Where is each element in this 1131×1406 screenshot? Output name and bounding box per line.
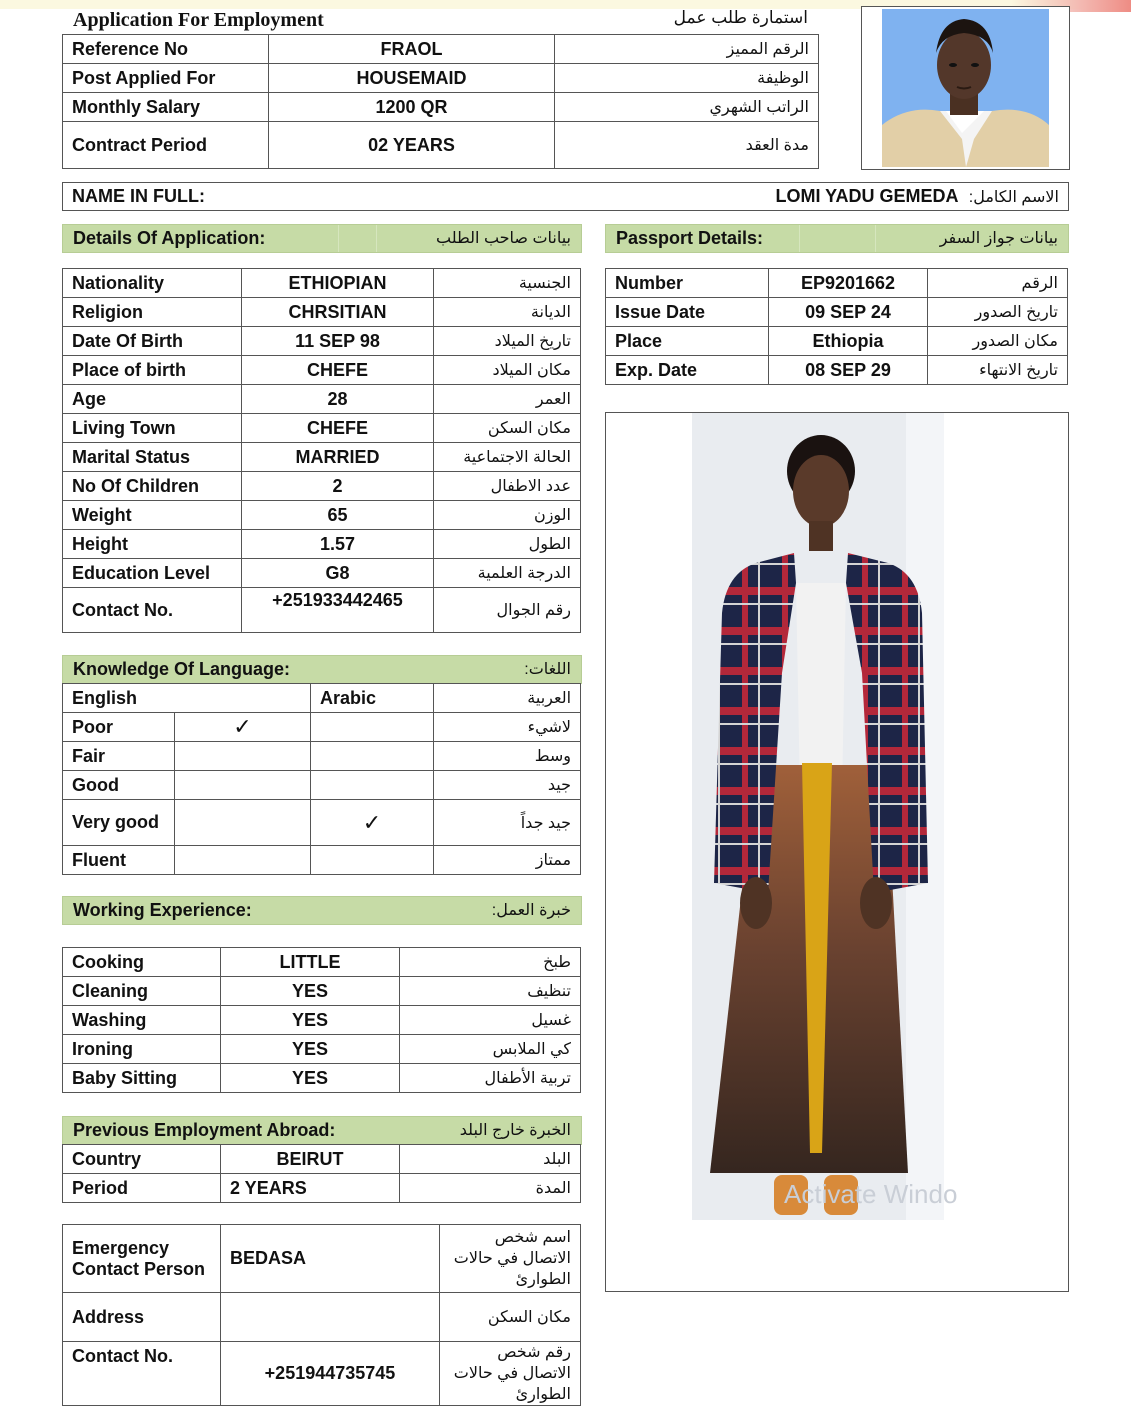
- passport-heading: Passport Details:: [616, 228, 764, 248]
- emergency-value: +251944735745: [221, 1342, 440, 1406]
- summary-value: 1200 QR: [269, 93, 555, 122]
- skill-value: YES: [221, 1064, 400, 1093]
- band-divider: [338, 225, 339, 252]
- field-label: Place of birth: [63, 356, 242, 385]
- field-label: Date Of Birth: [63, 327, 242, 356]
- field-value: 65: [242, 501, 434, 530]
- field-label: Marital Status: [63, 443, 242, 472]
- table-row: [606, 269, 1068, 298]
- skill-label-ar: طبخ: [400, 948, 581, 977]
- field-label-ar: العمر: [434, 385, 581, 414]
- table-row: [63, 1293, 581, 1342]
- summary-row: [63, 122, 819, 169]
- language-level: Good: [63, 771, 175, 800]
- language-level-ar: ممتاز: [434, 846, 581, 875]
- skill-label: Ironing: [63, 1035, 221, 1064]
- application-table: [62, 268, 581, 633]
- table-row: [63, 771, 581, 800]
- table-row: [63, 1174, 581, 1203]
- summary-label-ar: الراتب الشهري: [555, 93, 819, 122]
- experience-table: [62, 947, 581, 1093]
- band-divider: [799, 225, 800, 252]
- name-row: [63, 183, 1069, 211]
- field-label-ar: عدد الاطفال: [434, 472, 581, 501]
- summary-value: FRAOL: [269, 35, 555, 64]
- name-label-ar: الاسم الكامل:: [963, 183, 1069, 211]
- language-level: Very good: [63, 800, 175, 846]
- abroad-heading-ar: الخبرة خارج البلد: [459, 1122, 571, 1139]
- passport-label-ar: تاريخ الانتهاء: [928, 356, 1068, 385]
- table-row: [63, 1035, 581, 1064]
- field-label: Height: [63, 530, 242, 559]
- skill-label: Washing: [63, 1006, 221, 1035]
- table-row: [606, 298, 1068, 327]
- band-divider: [875, 225, 876, 252]
- passport-heading-band: [605, 224, 1069, 253]
- summary-label: Post Applied For: [63, 64, 269, 93]
- passport-label: Place: [606, 327, 769, 356]
- language-col-english: English: [63, 684, 311, 713]
- field-label: No Of Children: [63, 472, 242, 501]
- skill-value: YES: [221, 1035, 400, 1064]
- table-row: [606, 356, 1068, 385]
- skill-value: YES: [221, 1006, 400, 1035]
- language-level: Fluent: [63, 846, 175, 875]
- table-row: [63, 846, 581, 875]
- field-value: 1.57: [242, 530, 434, 559]
- field-label-ar: تاريخ الميلاد: [434, 327, 581, 356]
- form-title: Application For Employment: [73, 9, 324, 31]
- field-value: G8: [242, 559, 434, 588]
- abroad-table: [62, 1144, 581, 1203]
- language-level: Poor: [63, 713, 175, 742]
- photo-watermark: Activate Windo: [784, 1179, 958, 1209]
- language-col-ar: العربية: [434, 684, 581, 713]
- field-value: CHRSITIAN: [242, 298, 434, 327]
- arabic-check: [311, 846, 434, 875]
- field-label-ar: رقم الجوال: [434, 588, 581, 633]
- name-label: NAME IN FULL:: [63, 183, 363, 211]
- passport-label: Exp. Date: [606, 356, 769, 385]
- field-value: +251933442465: [242, 588, 434, 633]
- emergency-label: Emergency Contact Person: [63, 1225, 221, 1293]
- emergency-label-ar: اسم شخص الاتصال في حالات الطوارئ: [440, 1225, 581, 1293]
- abroad-label: Period: [63, 1174, 221, 1203]
- table-row: [63, 443, 581, 472]
- language-level-ar: جيد جداً: [434, 800, 581, 846]
- field-value: 28: [242, 385, 434, 414]
- language-heading-ar: اللغات:: [524, 661, 571, 678]
- application-heading: Details Of Application:: [73, 228, 266, 248]
- full-body-photo-frame: [605, 412, 1069, 1292]
- table-row: [63, 559, 581, 588]
- abroad-heading: Previous Employment Abroad:: [73, 1120, 336, 1140]
- emergency-label-ar: رقم شخص الاتصال في حالات الطوارئ: [440, 1342, 581, 1406]
- table-row: [63, 713, 581, 742]
- english-check: [175, 771, 311, 800]
- field-value: CHEFE: [242, 414, 434, 443]
- summary-label-ar: الرقم المميز: [555, 35, 819, 64]
- passport-value: 09 SEP 24: [769, 298, 928, 327]
- application-heading-band: [62, 224, 582, 253]
- field-label-ar: مكان السكن: [434, 414, 581, 443]
- table-row: [63, 742, 581, 771]
- language-table: [62, 683, 581, 875]
- language-level-ar: جيد: [434, 771, 581, 800]
- passport-label: Issue Date: [606, 298, 769, 327]
- table-row: [63, 298, 581, 327]
- field-value: 2: [242, 472, 434, 501]
- field-label: Education Level: [63, 559, 242, 588]
- field-label: Nationality: [63, 269, 242, 298]
- skill-label-ar: كي الملابس: [400, 1035, 581, 1064]
- form-title-arabic: استمارة طلب عمل: [673, 8, 808, 27]
- field-value: 11 SEP 98: [242, 327, 434, 356]
- skill-label: Cooking: [63, 948, 221, 977]
- name-table: [62, 182, 1069, 211]
- field-value: ETHIOPIAN: [242, 269, 434, 298]
- english-check: [175, 742, 311, 771]
- headshot-photo-frame: [861, 6, 1070, 170]
- summary-value: HOUSEMAID: [269, 64, 555, 93]
- field-label-ar: الجنسية: [434, 269, 581, 298]
- summary-label: Contract Period: [63, 122, 269, 169]
- table-row: [63, 948, 581, 977]
- abroad-value: 2 YEARS: [221, 1174, 400, 1203]
- passport-heading-ar: بيانات جواز السفر: [939, 230, 1058, 247]
- full-name: LOMI YADU GEMEDA: [363, 183, 963, 211]
- passport-value: Ethiopia: [769, 327, 928, 356]
- table-row: [63, 472, 581, 501]
- arabic-check: [311, 713, 434, 742]
- summary-label-ar: الوظيفة: [555, 64, 819, 93]
- summary-table: [62, 34, 819, 169]
- table-row: [63, 269, 581, 298]
- arabic-check: [311, 771, 434, 800]
- summary-label: Monthly Salary: [63, 93, 269, 122]
- skill-label-ar: تربية الأطفال: [400, 1064, 581, 1093]
- abroad-heading-band: [62, 1116, 582, 1145]
- passport-value: 08 SEP 29: [769, 356, 928, 385]
- field-label-ar: الحالة الاجتماعية: [434, 443, 581, 472]
- band-divider: [376, 225, 377, 252]
- emergency-value: [221, 1293, 440, 1342]
- table-row: [63, 800, 581, 846]
- skill-label: Baby Sitting: [63, 1064, 221, 1093]
- abroad-label-ar: المدة: [400, 1174, 581, 1203]
- table-row: [63, 1145, 581, 1174]
- language-level: Fair: [63, 742, 175, 771]
- skill-label: Cleaning: [63, 977, 221, 1006]
- passport-label-ar: مكان الصدور: [928, 327, 1068, 356]
- field-label-ar: مكان الميلاد: [434, 356, 581, 385]
- arabic-check: ✓: [311, 800, 434, 846]
- abroad-label: Country: [63, 1145, 221, 1174]
- summary-label-ar: مدة العقد: [555, 122, 819, 169]
- table-row: [63, 1225, 581, 1293]
- language-col-arabic: Arabic: [311, 684, 434, 713]
- field-label-ar: الوزن: [434, 501, 581, 530]
- full-body-photo: [606, 413, 1068, 1291]
- table-row: [606, 327, 1068, 356]
- arabic-check: [311, 742, 434, 771]
- field-label-ar: الطول: [434, 530, 581, 559]
- field-label: Living Town: [63, 414, 242, 443]
- summary-row: [63, 93, 819, 122]
- table-row: [63, 530, 581, 559]
- field-label: Contact No.: [63, 588, 242, 633]
- passport-value: EP9201662: [769, 269, 928, 298]
- field-label: Weight: [63, 501, 242, 530]
- field-label-ar: الديانة: [434, 298, 581, 327]
- table-row: [63, 684, 581, 713]
- abroad-label-ar: البلد: [400, 1145, 581, 1174]
- emergency-label-ar: مكان السكن: [440, 1293, 581, 1342]
- table-row: [63, 501, 581, 530]
- emergency-label: Contact No.: [63, 1342, 221, 1406]
- language-level-ar: لاشيء: [434, 713, 581, 742]
- table-row: [63, 588, 581, 633]
- language-heading-band: [62, 655, 582, 684]
- field-label-ar: الدرجة العلمية: [434, 559, 581, 588]
- passport-label-ar: الرقم: [928, 269, 1068, 298]
- summary-value: 02 YEARS: [269, 122, 555, 169]
- skill-value: LITTLE: [221, 948, 400, 977]
- table-row: [63, 977, 581, 1006]
- emergency-value: BEDASA: [221, 1225, 440, 1293]
- experience-heading-band: [62, 896, 582, 925]
- application-heading-ar: بيانات صاحب الطلب: [436, 230, 571, 247]
- table-row: [63, 356, 581, 385]
- emergency-table: [62, 1224, 581, 1406]
- skill-label-ar: تنظيف: [400, 977, 581, 1006]
- table-row: [63, 1006, 581, 1035]
- field-label: Religion: [63, 298, 242, 327]
- field-label: Age: [63, 385, 242, 414]
- language-heading: Knowledge Of Language:: [73, 659, 291, 679]
- skill-value: YES: [221, 977, 400, 1006]
- experience-heading: Working Experience:: [73, 900, 252, 920]
- skill-label-ar: غسيل: [400, 1006, 581, 1035]
- headshot-photo: [862, 7, 1069, 169]
- field-value: CHEFE: [242, 356, 434, 385]
- english-check: ✓: [175, 713, 311, 742]
- abroad-value: BEIRUT: [221, 1145, 400, 1174]
- table-row: [63, 1342, 581, 1406]
- summary-row: [63, 35, 819, 64]
- table-row: [63, 385, 581, 414]
- experience-heading-ar: خبرة العمل:: [491, 902, 571, 919]
- summary-label: Reference No: [63, 35, 269, 64]
- english-check: [175, 800, 311, 846]
- english-check: [175, 846, 311, 875]
- passport-table: [605, 268, 1068, 385]
- emergency-label: Address: [63, 1293, 221, 1342]
- table-row: [63, 327, 581, 356]
- summary-row: [63, 64, 819, 93]
- field-value: MARRIED: [242, 443, 434, 472]
- table-row: [63, 414, 581, 443]
- table-row: [63, 1064, 581, 1093]
- passport-label: Number: [606, 269, 769, 298]
- language-level-ar: وسط: [434, 742, 581, 771]
- passport-label-ar: تاريخ الصدور: [928, 298, 1068, 327]
